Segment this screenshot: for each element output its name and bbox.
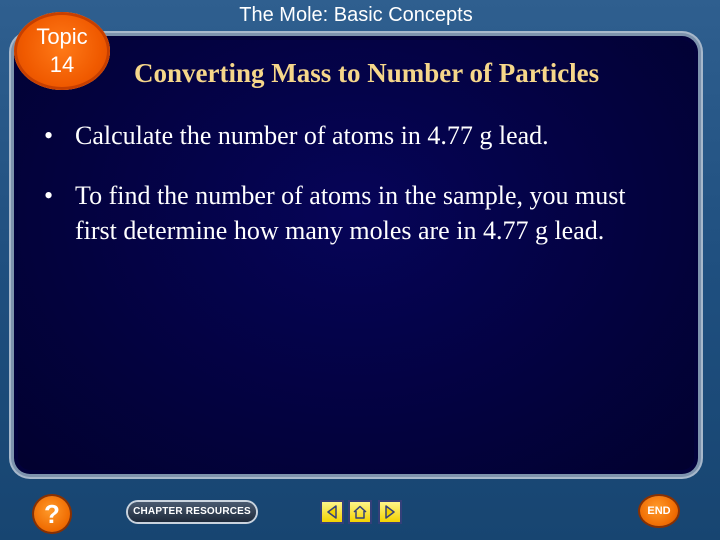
next-arrow-icon	[383, 505, 397, 519]
previous-button[interactable]	[322, 502, 342, 522]
presentation-title	[0, 4, 712, 27]
bullet-item: • Calculate the number of atoms in 4.77 g lead.	[44, 118, 664, 153]
presentation-title-text: The Mole: Basic Concepts	[239, 4, 473, 26]
previous-arrow-icon	[325, 505, 339, 519]
next-button[interactable]	[380, 502, 400, 522]
home-icon	[353, 505, 367, 519]
footer-toolbar	[0, 482, 720, 540]
end-button[interactable]: END	[640, 496, 678, 526]
topic-badge	[14, 12, 110, 90]
topic-label: Topic	[36, 24, 88, 49]
bullet-list	[44, 118, 664, 273]
topic-number: 14	[49, 52, 75, 77]
home-button[interactable]	[350, 502, 370, 522]
slide-title: Converting Mass to Number of Particles	[134, 58, 600, 88]
bullet-item: • To find the number of atoms in the sample, you must first determine how many moles are in 4.77 g lead.	[44, 178, 664, 248]
chapter-resources-button[interactable]: CHAPTER RESOURCES	[128, 502, 256, 522]
help-button[interactable]: ?	[34, 496, 70, 532]
